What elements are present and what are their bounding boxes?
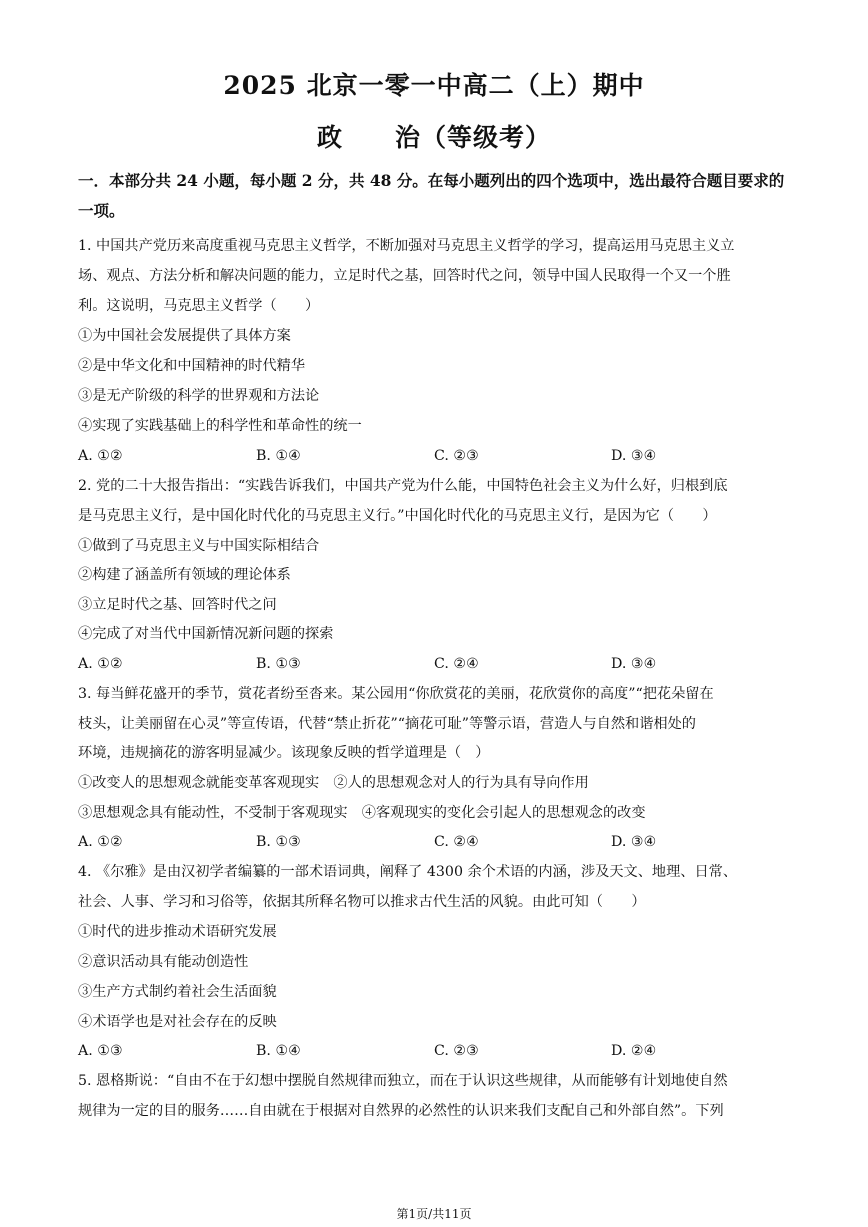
question-stem-line: 3. 每当鲜花盛开的季节，赏花者纷至沓来。某公园用“你欣赏花的美丽，花欣赏你的高度”“把花朵留在	[78, 686, 714, 702]
question-stem-line: 4. 《尔雅》是由汉初学者编纂的一部术语词典，阐释了 4300 余个术语的内涵，涉及天文、地理、日常、	[78, 864, 738, 880]
statement: ③生产方式制约着社会生活面貌	[78, 984, 277, 1000]
statement: ④完成了对当代中国新情况新问题的探索	[78, 626, 334, 642]
option-a: A. ①②	[78, 656, 123, 672]
option-a: A. ①②	[78, 834, 123, 850]
option-c: C. ②④	[434, 834, 479, 850]
question-stem-line: 环境，违规摘花的游客明显减少。该现象反映的哲学道理是（ ）	[78, 745, 490, 761]
statement: ③立足时代之基、回答时代之问	[78, 597, 277, 613]
statement: ①为中国社会发展提供了具体方案	[78, 328, 291, 344]
option-b: B. ①④	[256, 1043, 301, 1059]
statement: ③是无产阶级的科学的世界观和方法论	[78, 388, 320, 404]
section-heading: 一．本部分共 24 小题，每小题 2 分，共 48 分。在每小题列出的四个选项中，选出最符合题目要求的一项。	[78, 171, 785, 220]
statement: ②是中华文化和中国精神的时代精华	[78, 358, 306, 374]
statement: ④术语学也是对社会存在的反映	[78, 1014, 277, 1030]
answer-options	[78, 654, 793, 674]
option-c: C. ②③	[434, 1043, 479, 1059]
option-c: C. ②③	[434, 448, 479, 464]
question-stem-line: 5. 恩格斯说：“自由不在于幻想中摆脱自然规律而独立，而在于认识这些规律，从而能够有计划地使自然	[78, 1073, 728, 1089]
answer-options	[78, 832, 793, 852]
subject-title: 政 治（等级考）	[316, 123, 551, 152]
statement: ③思想观念具有能动性，不受制于客观现实 ④客观现实的变化会引起人的思想观念的改变	[78, 805, 646, 821]
question-stem-line: 是马克思主义行，是中国化时代化的马克思主义行。”中国化时代化的马克思主义行，是因为它（ ）	[78, 508, 717, 524]
option-d: D. ③④	[611, 448, 657, 464]
statement: ②构建了涵盖所有领域的理论体系	[78, 567, 291, 583]
question-stem-line: 2. 党的二十大报告指出：“实践告诉我们，中国共产党为什么能，中国特色社会主义为什么好，归根到底	[78, 478, 728, 494]
statement: ①改变人的思想观念就能变革客观现实 ②人的思想观念对人的行为具有导向作用	[78, 775, 589, 791]
question-stem-line: 场、观点、方法分析和解决问题的能力，立足时代之基，回答时代之问，领导中国人民取得一个又一个胜	[78, 268, 731, 284]
option-d: D. ③④	[611, 656, 657, 672]
question-stem-line: 利。这说明，马克思主义哲学（ ）	[78, 298, 320, 314]
question-stem-line: 社会、人事、学习和习俗等，依据其所释名物可以推求古代生活的风貌。由此可知（ ）	[78, 894, 646, 910]
statement: ①时代的进步推动术语研究发展	[78, 924, 277, 940]
statement: ①做到了马克思主义与中国实际相结合	[78, 538, 320, 554]
option-b: B. ①③	[256, 656, 301, 672]
option-b: B. ①③	[256, 834, 301, 850]
question-stem-line: 规律为一定的目的服务……自由就在于根据对自然界的必然性的认识来我们支配自己和外部自然”。下列	[78, 1103, 724, 1119]
page-footer: 第1页/共11页	[396, 1207, 472, 1221]
option-c: C. ②④	[434, 656, 479, 672]
option-b: B. ①④	[256, 448, 301, 464]
option-d: D. ③④	[611, 834, 657, 850]
option-d: D. ②④	[611, 1043, 657, 1059]
statement: ②意识活动具有能动创造性	[78, 954, 249, 970]
answer-options	[78, 1041, 793, 1061]
answer-options	[78, 446, 793, 466]
question-stem-line: 1. 中国共产党历来高度重视马克思主义哲学，不断加强对马克思主义哲学的学习，提高运用马克思主义立	[78, 238, 735, 254]
statement: ④实现了实践基础上的科学性和革命性的统一	[78, 418, 362, 434]
option-a: A. ①②	[78, 448, 123, 464]
exam-title: 2025 北京一零一中高二（上）期中	[223, 71, 645, 100]
option-a: A. ①③	[78, 1043, 123, 1059]
question-stem-line: 枝头，让美丽留在心灵”等宣传语，代替“禁止折花”“摘花可耻”等警示语，营造人与自然和谐相处的	[78, 716, 696, 732]
